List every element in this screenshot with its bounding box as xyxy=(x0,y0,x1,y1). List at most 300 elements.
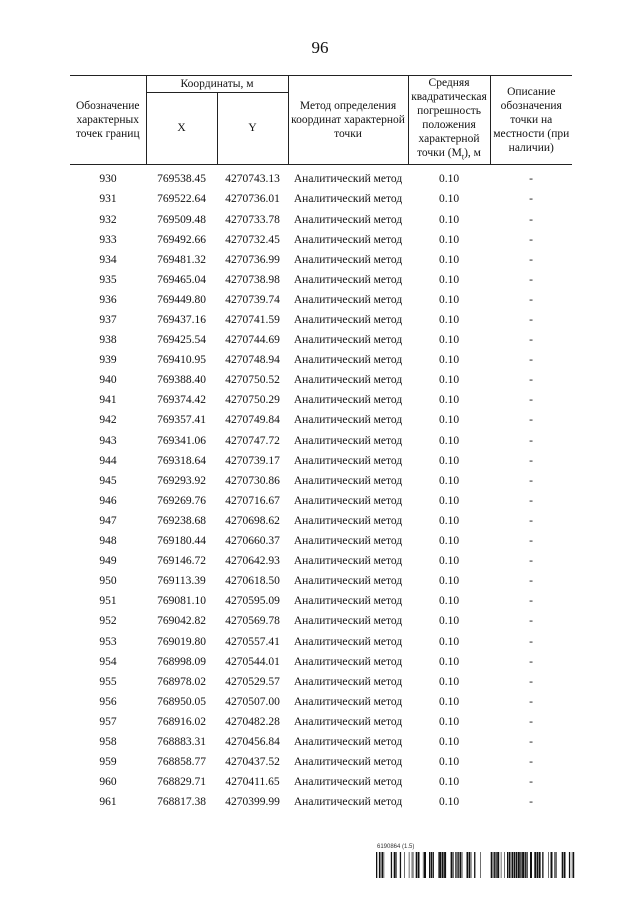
barcode-bar xyxy=(451,852,453,878)
table-row xyxy=(70,611,572,631)
cell-error: 0.10 xyxy=(438,213,460,226)
cell-description: - xyxy=(529,535,533,548)
table-row xyxy=(70,165,572,190)
barcode-bar xyxy=(433,852,434,878)
table-header xyxy=(70,76,572,165)
cell-point-id: 939 xyxy=(99,354,117,367)
table-row xyxy=(70,591,572,611)
cell-method: Аналитический метод xyxy=(293,293,403,306)
cell-coord-x: 769388.40 xyxy=(157,374,206,387)
barcode-bar xyxy=(548,852,549,878)
header-coordinates: Координаты, м xyxy=(146,76,288,93)
cell-description: - xyxy=(529,555,533,568)
cell-error: 0.10 xyxy=(438,253,460,266)
barcode-bar xyxy=(497,852,499,878)
cell-coord-x: 769437.16 xyxy=(157,314,206,326)
cell-coord-x: 769509.48 xyxy=(157,213,206,226)
cell-point-id: 932 xyxy=(99,213,117,226)
cell-method: Аналитический метод xyxy=(293,715,403,728)
cell-description: - xyxy=(529,796,533,809)
cell-coord-x: 769042.82 xyxy=(157,615,206,628)
cell-description: - xyxy=(529,193,533,206)
cell-method: Аналитический метод xyxy=(293,756,403,769)
cell-error: 0.10 xyxy=(438,474,460,487)
cell-coord-x: 768916.02 xyxy=(157,715,206,728)
cell-coord-y: 4270743.13 xyxy=(225,173,280,186)
table-row xyxy=(70,390,572,410)
table-row xyxy=(70,350,572,370)
cell-point-id: 948 xyxy=(99,535,117,548)
cell-point-id: 940 xyxy=(99,374,117,387)
barcode-bar xyxy=(442,852,444,878)
table-row xyxy=(70,250,572,270)
cell-coord-x: 769357.41 xyxy=(157,414,206,427)
cell-description: - xyxy=(529,374,533,387)
cell-description: - xyxy=(529,776,533,789)
cell-method: Аналитический метод xyxy=(293,655,403,668)
cell-point-id: 944 xyxy=(99,454,117,467)
cell-coord-x: 768978.02 xyxy=(157,675,206,688)
table-row xyxy=(70,290,572,310)
cell-point-id: 934 xyxy=(99,253,117,266)
cell-point-id: 961 xyxy=(99,796,117,809)
cell-error: 0.10 xyxy=(438,354,460,367)
cell-error: 0.10 xyxy=(438,555,460,568)
cell-coord-x: 768817.38 xyxy=(157,796,206,809)
cell-error: 0.10 xyxy=(438,514,460,527)
table-row xyxy=(70,792,572,812)
cell-error: 0.10 xyxy=(438,575,460,588)
cell-method: Аналитический метод xyxy=(293,374,403,387)
cell-coord-y: 4270482.28 xyxy=(225,715,280,728)
barcode-bar xyxy=(423,852,424,878)
cell-method: Аналитический метод xyxy=(293,695,403,708)
cell-description: - xyxy=(529,494,533,507)
header-error xyxy=(408,76,490,165)
cell-coord-y: 4270411.65 xyxy=(225,776,280,789)
cell-point-id: 943 xyxy=(99,434,117,447)
cell-error: 0.10 xyxy=(438,655,460,668)
barcode-bar xyxy=(460,852,461,878)
cell-coord-x: 769293.92 xyxy=(157,474,206,487)
cell-method: Аналитический метод xyxy=(293,595,403,608)
header-error-unit: ), м xyxy=(464,147,481,159)
cell-description: - xyxy=(529,314,533,326)
barcode-bar xyxy=(554,852,555,878)
cell-coord-y: 4270732.45 xyxy=(225,233,280,246)
table-row xyxy=(70,491,572,511)
cell-point-id: 938 xyxy=(99,334,117,347)
cell-coord-x: 768858.77 xyxy=(157,756,206,769)
cell-coord-x: 769481.32 xyxy=(157,253,206,266)
cell-point-id: 942 xyxy=(99,414,117,427)
cell-coord-y: 4270618.50 xyxy=(225,575,280,588)
cell-method: Аналитический метод xyxy=(293,796,403,809)
table-row xyxy=(70,189,572,209)
coordinates-table xyxy=(70,75,572,812)
cell-coord-y: 4270739.74 xyxy=(225,293,280,306)
table-row xyxy=(70,672,572,692)
cell-method: Аналитический метод xyxy=(293,334,403,347)
barcode-bar xyxy=(572,852,573,878)
cell-error: 0.10 xyxy=(438,273,460,286)
barcode-bar xyxy=(404,852,405,878)
barcode-bar xyxy=(453,852,454,878)
barcode-bar xyxy=(512,852,513,878)
table-row xyxy=(70,230,572,250)
cell-method: Аналитический метод xyxy=(293,615,403,628)
header-designation: Обозначение характерных точек границ xyxy=(70,76,146,165)
barcode-bar xyxy=(424,852,426,878)
cell-coord-y: 4270698.62 xyxy=(225,514,280,527)
cell-coord-y: 4270741.59 xyxy=(225,314,280,326)
cell-description: - xyxy=(529,756,533,769)
barcode-bar xyxy=(439,852,441,878)
cell-description: - xyxy=(529,715,533,728)
cell-coord-x: 768883.31 xyxy=(157,735,206,748)
barcode-bar xyxy=(493,852,494,878)
barcode-bar xyxy=(522,852,524,878)
cell-method: Аналитический метод xyxy=(293,776,403,789)
cell-error: 0.10 xyxy=(438,635,460,648)
barcode-bar xyxy=(458,852,459,878)
header-error-subscript: t xyxy=(461,152,465,162)
barcode-bar xyxy=(391,852,392,878)
cell-coord-x: 768829.71 xyxy=(157,776,206,789)
cell-error: 0.10 xyxy=(438,735,460,748)
barcode-bar xyxy=(573,852,574,878)
cell-description: - xyxy=(529,514,533,527)
cell-method: Аналитический метод xyxy=(293,233,403,246)
cell-coord-x: 769180.44 xyxy=(157,535,206,548)
cell-coord-x: 769425.54 xyxy=(157,334,206,347)
cell-point-id: 950 xyxy=(99,575,117,588)
cell-coord-y: 4270750.29 xyxy=(225,394,280,407)
table-row xyxy=(70,209,572,229)
cell-method: Аналитический метод xyxy=(293,193,403,206)
cell-coord-x: 769465.04 xyxy=(157,273,206,286)
barcode-bar xyxy=(474,852,475,878)
cell-error: 0.10 xyxy=(438,796,460,809)
page-number: 96 xyxy=(311,38,329,57)
barcode-bar xyxy=(562,852,563,878)
cell-coord-x: 769449.80 xyxy=(157,293,206,306)
header-y: Y xyxy=(217,92,288,165)
barcode-bar xyxy=(504,852,505,878)
table-body xyxy=(70,165,572,813)
cell-point-id: 947 xyxy=(99,514,117,527)
barcode-bar xyxy=(518,852,520,878)
barcode-bar xyxy=(507,852,508,878)
cell-error: 0.10 xyxy=(438,454,460,467)
table-row xyxy=(70,431,572,451)
cell-coord-x: 769410.95 xyxy=(157,354,206,367)
cell-description: - xyxy=(529,454,533,467)
cell-coord-y: 4270750.52 xyxy=(225,374,280,387)
cell-method: Аналитический метод xyxy=(293,273,403,286)
cell-coord-x: 769081.10 xyxy=(157,595,206,608)
barcode-bar xyxy=(431,852,432,878)
barcode-bar xyxy=(555,852,556,878)
cell-description: - xyxy=(529,595,533,608)
cell-description: - xyxy=(529,434,533,447)
cell-coord-y: 4270747.72 xyxy=(225,434,280,447)
barcode-bar xyxy=(409,852,410,878)
table-row xyxy=(70,652,572,672)
table-row xyxy=(70,410,572,430)
header-description: Описание обозначения точки на местности (при наличии) xyxy=(490,76,572,165)
barcode-bar xyxy=(382,852,383,878)
cell-error: 0.10 xyxy=(438,715,460,728)
barcode-bar xyxy=(457,852,458,878)
cell-coord-y: 4270733.78 xyxy=(225,213,280,226)
table-row xyxy=(70,511,572,531)
barcode-bar xyxy=(471,852,472,878)
barcode-bar xyxy=(534,852,536,878)
cell-coord-y: 4270456.84 xyxy=(225,735,280,748)
cell-coord-y: 4270736.01 xyxy=(225,193,280,206)
barcode-bar xyxy=(455,852,456,878)
cell-error: 0.10 xyxy=(438,374,460,387)
table-row xyxy=(70,310,572,330)
cell-description: - xyxy=(529,695,533,708)
cell-error: 0.10 xyxy=(438,494,460,507)
table-row xyxy=(70,270,572,290)
table-row xyxy=(70,772,572,792)
cell-coord-y: 4270595.09 xyxy=(225,595,280,608)
table-row xyxy=(70,571,572,591)
cell-description: - xyxy=(529,354,533,367)
barcode-bar xyxy=(539,852,541,878)
cell-description: - xyxy=(529,474,533,487)
cell-coord-y: 4270716.67 xyxy=(225,494,280,507)
barcode-bar xyxy=(394,852,396,878)
barcode-bar xyxy=(501,852,502,878)
barcode-bar xyxy=(467,852,469,878)
cell-description: - xyxy=(529,213,533,226)
cell-error: 0.10 xyxy=(438,675,460,688)
cell-method: Аналитический метод xyxy=(293,675,403,688)
cell-method: Аналитический метод xyxy=(293,213,403,226)
cell-coord-y: 4270557.41 xyxy=(225,635,280,648)
cell-point-id: 955 xyxy=(99,675,117,688)
cell-coord-x: 769374.42 xyxy=(157,394,206,407)
cell-method: Аналитический метод xyxy=(293,434,403,447)
cell-error: 0.10 xyxy=(438,173,460,186)
table-row xyxy=(70,631,572,651)
cell-method: Аналитический метод xyxy=(293,494,403,507)
cell-error: 0.10 xyxy=(438,293,460,306)
cell-point-id: 935 xyxy=(99,273,117,286)
barcode-bar xyxy=(416,852,417,878)
barcode-bar xyxy=(429,852,430,878)
cell-coord-y: 4270544.01 xyxy=(225,655,280,668)
cell-coord-y: 4270739.17 xyxy=(225,454,280,467)
cell-description: - xyxy=(529,414,533,427)
cell-description: - xyxy=(529,293,533,306)
cell-coord-x: 769522.64 xyxy=(157,193,206,206)
cell-coord-x: 769318.64 xyxy=(157,454,206,467)
cell-error: 0.10 xyxy=(438,414,460,427)
barcode-bar xyxy=(396,852,397,878)
table-row xyxy=(70,451,572,471)
barcode-bar xyxy=(564,852,566,878)
cell-coord-y: 4270642.93 xyxy=(225,555,280,568)
cell-description: - xyxy=(529,394,533,407)
cell-error: 0.10 xyxy=(438,193,460,206)
barcode-bar xyxy=(530,852,532,878)
cell-error: 0.10 xyxy=(438,615,460,628)
cell-point-id: 960 xyxy=(99,776,117,789)
barcode-bar xyxy=(413,852,414,878)
cell-method: Аналитический метод xyxy=(293,535,403,548)
cell-coord-y: 4270736.99 xyxy=(225,253,280,266)
cell-coord-y: 4270399.99 xyxy=(225,796,280,809)
cell-description: - xyxy=(529,655,533,668)
header-x: X xyxy=(146,92,217,165)
cell-point-id: 956 xyxy=(99,695,117,708)
cell-coord-x: 769538.45 xyxy=(157,173,206,186)
cell-method: Аналитический метод xyxy=(293,514,403,527)
cell-description: - xyxy=(529,253,533,266)
cell-point-id: 946 xyxy=(99,494,117,507)
table-row xyxy=(70,471,572,491)
barcode-bar xyxy=(376,852,377,878)
barcode-bar xyxy=(525,852,526,878)
cell-point-id: 958 xyxy=(99,735,117,748)
cell-coord-x: 769269.76 xyxy=(157,494,206,507)
cell-coord-x: 769146.72 xyxy=(157,555,206,568)
cell-point-id: 930 xyxy=(99,173,117,186)
cell-point-id: 931 xyxy=(99,193,117,206)
barcode-bar xyxy=(412,852,413,878)
cell-point-id: 959 xyxy=(99,756,117,769)
barcode-bar xyxy=(384,852,385,878)
cell-point-id: 945 xyxy=(99,474,117,487)
cell-method: Аналитический метод xyxy=(293,314,403,326)
cell-point-id: 933 xyxy=(99,233,117,246)
cell-point-id: 952 xyxy=(99,615,117,628)
cell-coord-y: 4270437.52 xyxy=(225,756,280,769)
barcode-bar xyxy=(418,852,420,878)
cell-method: Аналитический метод xyxy=(293,394,403,407)
cell-point-id: 949 xyxy=(99,555,117,568)
cell-error: 0.10 xyxy=(438,695,460,708)
table-row xyxy=(70,531,572,551)
barcode-bar xyxy=(542,852,543,878)
barcode-bar xyxy=(509,852,510,878)
cell-method: Аналитический метод xyxy=(293,575,403,588)
cell-coord-y: 4270660.37 xyxy=(225,535,280,548)
table-row xyxy=(70,712,572,732)
barcode xyxy=(376,852,576,878)
cell-description: - xyxy=(529,334,533,347)
cell-method: Аналитический метод xyxy=(293,253,403,266)
cell-description: - xyxy=(529,575,533,588)
cell-coord-y: 4270569.78 xyxy=(225,615,280,628)
barcode-bar xyxy=(516,852,517,878)
barcode-bar xyxy=(494,852,495,878)
cell-point-id: 936 xyxy=(99,293,117,306)
cell-point-id: 937 xyxy=(99,314,117,326)
cell-point-id: 941 xyxy=(99,394,117,407)
cell-point-id: 953 xyxy=(99,635,117,648)
cell-method: Аналитический метод xyxy=(293,735,403,748)
barcode-bar xyxy=(469,852,470,878)
table-row xyxy=(70,732,572,752)
barcode-bar xyxy=(480,852,481,878)
cell-coord-x: 768998.09 xyxy=(157,655,206,668)
cell-coord-y: 4270507.00 xyxy=(225,695,280,708)
barcode-bar xyxy=(491,852,492,878)
cell-point-id: 951 xyxy=(99,595,117,608)
cell-method: Аналитический метод xyxy=(293,173,403,186)
barcode-bar xyxy=(381,852,382,878)
barcode-bar xyxy=(556,852,557,878)
cell-description: - xyxy=(529,233,533,246)
cell-error: 0.10 xyxy=(438,394,460,407)
barcode-bar xyxy=(526,852,527,878)
table-row xyxy=(70,752,572,772)
cell-method: Аналитический метод xyxy=(293,555,403,568)
table-row xyxy=(70,692,572,712)
cell-error: 0.10 xyxy=(438,314,460,326)
cell-error: 0.10 xyxy=(438,233,460,246)
document-stamp: 6190864 (1.5) xyxy=(377,844,415,850)
cell-method: Аналитический метод xyxy=(293,474,403,487)
cell-error: 0.10 xyxy=(438,434,460,447)
barcode-bar xyxy=(537,852,538,878)
table-row xyxy=(70,551,572,571)
barcode-bar xyxy=(444,852,446,878)
cell-description: - xyxy=(529,173,533,186)
barcode-bar xyxy=(520,852,521,878)
cell-method: Аналитический метод xyxy=(293,414,403,427)
cell-coord-y: 4270749.84 xyxy=(225,414,280,427)
cell-error: 0.10 xyxy=(438,595,460,608)
header-error-text: Средняя квадратическая погрешность положения характерной точки (M xyxy=(411,77,487,159)
cell-error: 0.10 xyxy=(438,334,460,347)
cell-coord-x: 769019.80 xyxy=(157,635,206,648)
cell-coord-y: 4270730.86 xyxy=(225,474,280,487)
cell-method: Аналитический метод xyxy=(293,454,403,467)
barcode-bar xyxy=(379,852,380,878)
cell-coord-y: 4270529.57 xyxy=(225,675,280,688)
barcode-bar xyxy=(514,852,516,878)
barcode-bar xyxy=(511,852,512,878)
cell-coord-x: 769492.66 xyxy=(157,233,206,246)
cell-description: - xyxy=(529,675,533,688)
cell-method: Аналитический метод xyxy=(293,635,403,648)
cell-description: - xyxy=(529,273,533,286)
cell-coord-y: 4270738.98 xyxy=(225,273,280,286)
cell-coord-x: 769238.68 xyxy=(157,514,206,527)
cell-error: 0.10 xyxy=(438,756,460,769)
cell-coord-y: 4270744.69 xyxy=(225,334,280,347)
header-method: Метод определения координат характерной точки xyxy=(288,76,408,165)
barcode-bar xyxy=(551,852,553,878)
barcode-bar xyxy=(569,852,570,878)
barcode-bar xyxy=(438,852,439,878)
cell-coord-x: 769341.06 xyxy=(157,434,206,447)
barcode-bar xyxy=(462,852,463,878)
cell-description: - xyxy=(529,635,533,648)
cell-error: 0.10 xyxy=(438,535,460,548)
barcode-bar xyxy=(400,852,401,878)
cell-error: 0.10 xyxy=(438,776,460,789)
cell-point-id: 954 xyxy=(99,655,117,668)
cell-point-id: 957 xyxy=(99,715,117,728)
